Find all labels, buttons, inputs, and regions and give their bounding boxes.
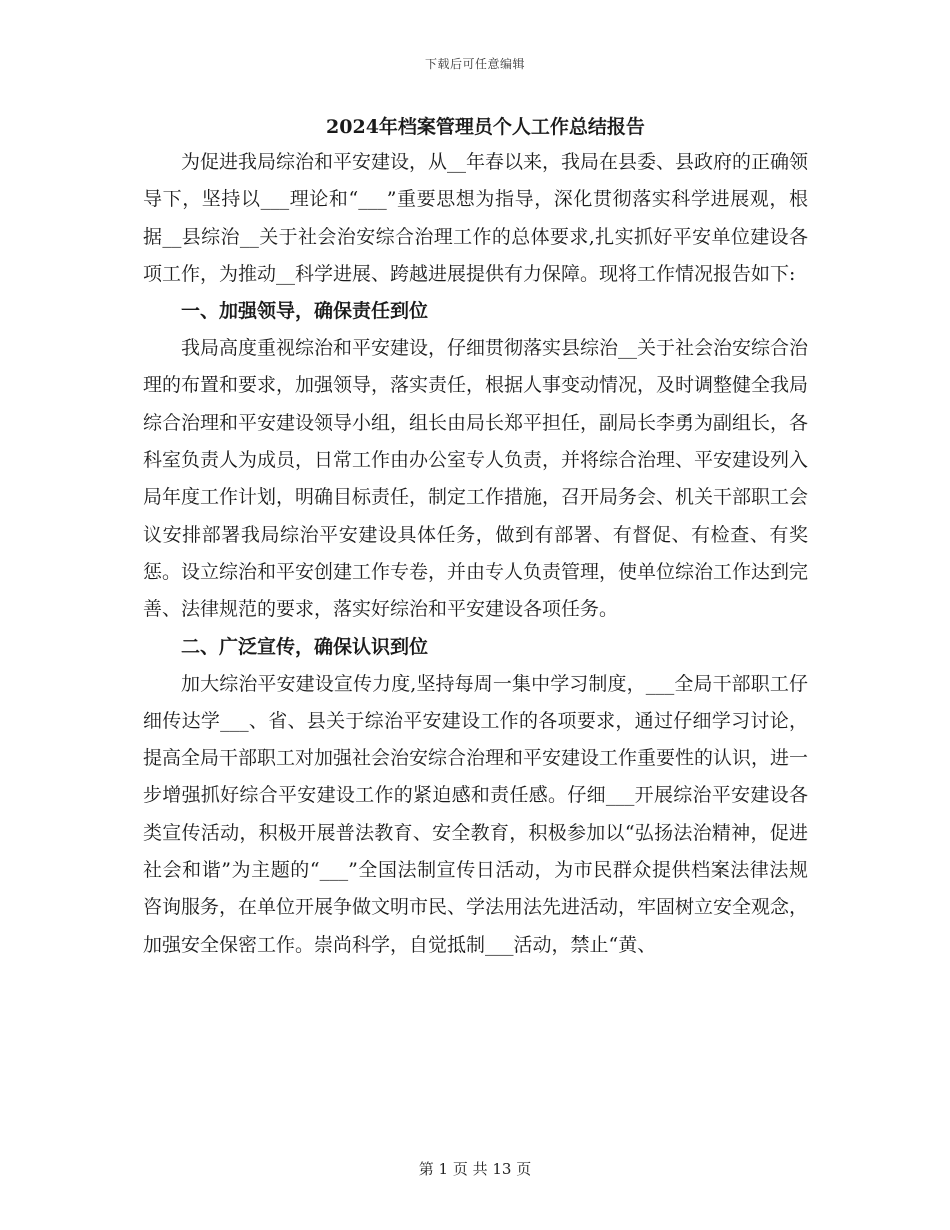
document-title: 2024年档案管理员个人工作总结报告 [326,116,645,138]
document-body [143,112,808,964]
section-2-paragraph: 加大综治平安建设宣传力度,坚持每周一集中学习制度，___全局干部职工仔细传达学___、省、县关于综治平安建设工作的各项要求，通过仔细学习讨论，提高全局干部职工对加强社会治安综合治理和平安建设工作重要性的认识，进一步增强抓好综合平安建设工作的紧迫感和责任感。仔细___开展综治平安建设各类宣传活动，积极开展普法教育、安全教育，积极参加以“弘扬法治精神，促进社会和谐”为主题的“___”全国法制宣传日活动，为市民群众提供档案法律法规咨询服务，在单位开展争做文明市民、学法用法先进活动，牢固树立安全观念，加强安全保密工作。崇尚科学，自觉抵制___活动，禁止“黄、 [143,672,809,956]
page-header: 下载后可任意编辑 [424,57,525,71]
page-footer: 第 1 页 共 13 页 [418,1160,532,1178]
section-1-paragraph: 我局高度重视综治和平安建设，仔细贯彻落实县综治__关于社会治安综合治理的布置和要求，加强领导，落实责任，根据人事变动情况，及时调整健全我局综合治理和平安建设领导小组，组长由局长郑平担任，副局长李勇为副组长，各科室负责人为成员，日常工作由办公室专人负责，并将综合治理、平安建设列入局年度工作计划，明确目标责任，制定工作措施，召开局务会、机关干部职工会议安排部署我局综治平安建设具体任务，做到有部署、有督促、有检查、有奖惩。设立综治和平安创建工作专卷，并由专人负责管理，使单位综治工作达到完善、法律规范的要求，落实好综治和平安建设各项任务。 [143,337,809,621]
section-heading-1: 一、加强领导，确保责任到位 [181,300,429,323]
intro-paragraph: 为促进我局综治和平安建设，从__年春以来，我局在县委、县政府的正确领导下，坚持以___理论和“___”重要思想为指导，深化贯彻落实科学进展观，根据__县综治__关于社会治安综合治理工作的总体要求,扎实抓好平安单位建设各项工作，为推动__科学进展、跨越进展提供有力保障。现将工作情况报告如下: [143,151,809,285]
section-heading-2: 二、广泛宣传，确保认识到位 [181,635,429,658]
